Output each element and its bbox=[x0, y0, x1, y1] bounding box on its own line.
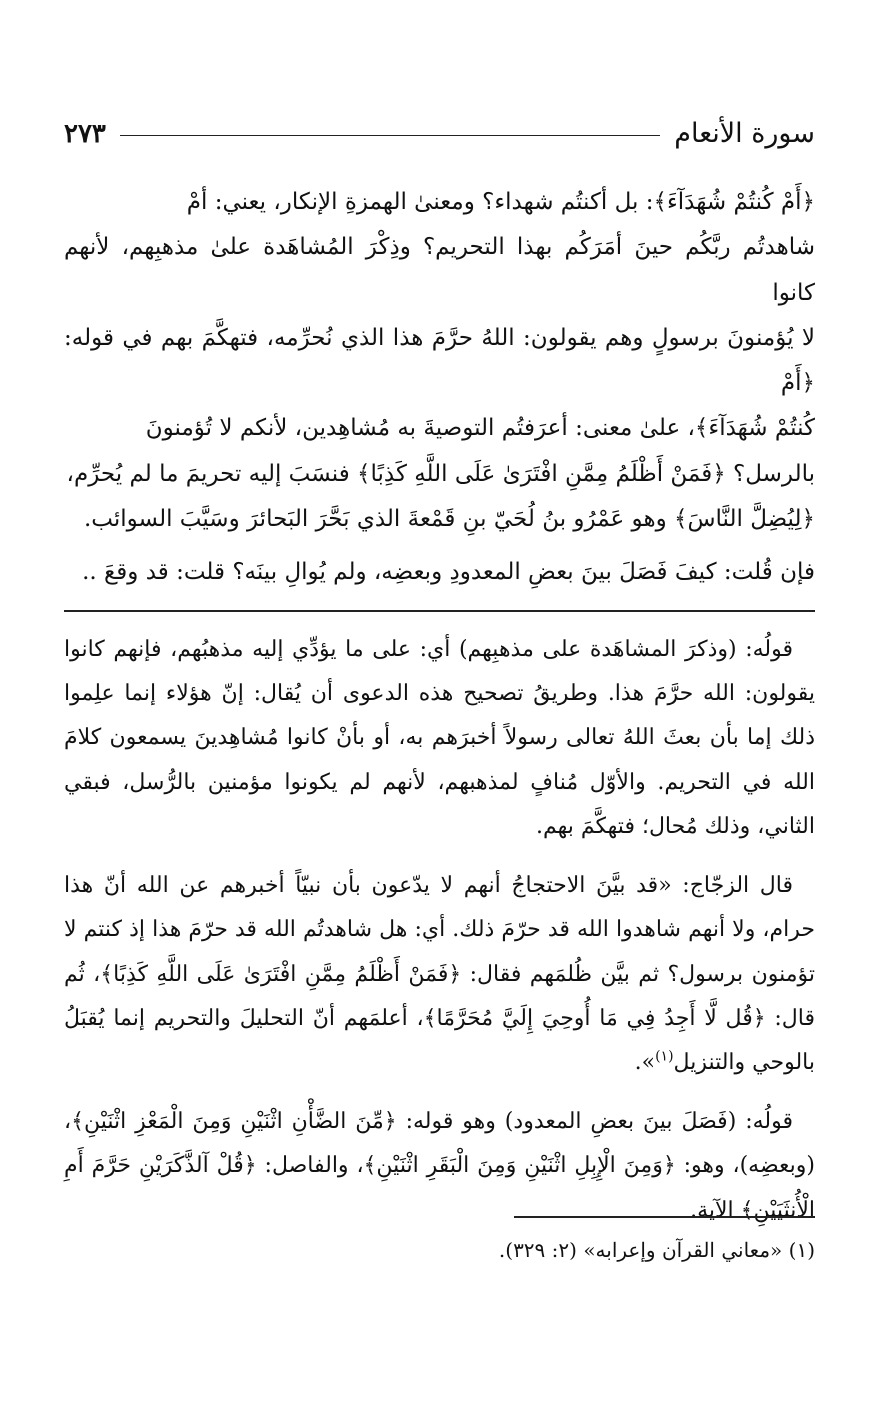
footnote: (١) «معاني القرآن وإعرابه» (٢: ٣٢٩). bbox=[498, 1238, 815, 1262]
main-text-line: شاهدتُم ربَّكُم حينَ أمَرَكُم بهذا التحريم؟ وذِكْرَ المُشاهَدة علىٰ مذهبِهم، لأنهم كانوا bbox=[64, 234, 815, 306]
commentary-paragraph: قولُه: (فَصَلَ بينَ بعضِ المعدود) وهو قوله: ﴿مِّنَ الضَّأْنِ اثْنَيْنِ وَمِنَ الْمَعْزِ اثْنَيْنِ﴾، (وبعضِه)، وهو: ﴿وَمِنَ الْإِبِلِ اثْنَيْنِ وَمِنَ الْبَقَرِ اثْنَيْنِ﴾، والفاصل: ﴿قُلْ آلذَّكَرَيْنِ حَرَّمَ أَمِ الْأُنثَيَيْنِ﴾ الآية. bbox=[64, 1108, 815, 1223]
quote-closing: ». bbox=[634, 1050, 656, 1076]
main-text-line: ﴿أَمْ كُنتُمْ شُهَدَآءَ﴾: بل أكنتُم شهداء؟ ومعنىٰ الهمزةِ الإنكار، يعني: أمْ bbox=[186, 189, 815, 215]
main-text-line: بالرسل؟ ﴿فَمَنْ أَظْلَمُ مِمَّنِ افْتَرَىٰ عَلَى اللَّهِ كَذِبًا﴾ فنسَبَ إليه تحريمَ ما لم يُحرِّم، bbox=[66, 460, 815, 487]
commentary bbox=[64, 628, 815, 1233]
book-page bbox=[64, 112, 815, 1352]
commentary-paragraph bbox=[64, 864, 815, 1086]
footnote-rule bbox=[514, 1216, 815, 1218]
main-text-line: كُنتُمْ شُهَدَآءَ﴾، علىٰ معنى: أعرَفتُم التوصيةَ به مُشاهِدين، لأنكم لا تُؤمنونَ bbox=[145, 415, 815, 442]
footnote-reference: (١) bbox=[655, 1049, 674, 1065]
commentary-separator bbox=[64, 610, 815, 612]
main-text-line: لا يُؤمنونَ برسولٍ وهم يقولون: اللهُ حرَّمَ هذا الذي نُحرِّمه، فتهكَّمَ بهم في قوله: ﴿أَمْ bbox=[64, 324, 815, 397]
commentary-paragraph: قولُه: (وذكرَ المشاهَدة على مذهبِهم) أي: على ما يؤدِّي إليه مذهبُهم، فإنهم كانوا يقولون: الله حرَّمَ هذا. وطريقُ تصحيح هذه الدعوى أن يُقال: إنّ هؤلاء إنما علِموا ذلك إما بأن بعثَ اللهُ تعالى رسولاً أخبرَهم به، أو بأنْ كانوا مُشاهِدينَ يسمعون كلامَ الله في التحريم. والأوّل مُنافٍ لمذهبهم، لأنهم لم يكونوا مؤمنين بالرُّسل، فبقي الثاني، وذلك مُحال؛ فتهكَّمَ بهم. bbox=[64, 636, 815, 840]
header-rule bbox=[120, 135, 660, 136]
page-number: ٢٧٣ bbox=[64, 119, 106, 149]
main-text bbox=[64, 180, 815, 596]
question-line: فإن قُلت: كيفَ فَصَلَ بينَ بعضِ المعدودِ وبعضِه، ولم يُوالِ بينَه؟ قلت: قد وقعَ .. bbox=[82, 559, 815, 586]
main-text-line: ﴿لِيُضِلَّ النَّاسَ﴾ وهو عَمْرُو بنُ لُحَيّ بنِ قَمْعةَ الذي بَحَّرَ البَحائرَ وسَيَّبَ السوائب. bbox=[83, 506, 815, 533]
commentary-paragraph-text: قال الزجّاج: «قد بيَّنَ الاحتجاجُ أنهم لا يدّعون بأن نبيّاً أخبرهم عن الله أنّ هذا حرام، ولا أنهم شاهدوا الله قد حرّمَ ذلك. أي: هل شاهدتُم الله قد حرّمَ هذا إذ كنتم لا تؤمنون برسول؟ ثم بيَّن ظُلمَهم فقال: ﴿فَمَنْ أَظْلَمُ مِمَّنِ افْتَرَىٰ عَلَى اللَّهِ كَذِبًا﴾، ثُم قال: ﴿قُل لَّا أَجِدُ فِي مَا أُوحِيَ إِلَيَّ مُحَرَّمًا﴾، أعلمَهم أنّ التحليلَ والتحريم إنما يُقبَلُ بالوحي والتنزيل bbox=[64, 872, 815, 1076]
running-head bbox=[64, 112, 815, 156]
chapter-title: سورة الأنعام bbox=[674, 118, 815, 149]
